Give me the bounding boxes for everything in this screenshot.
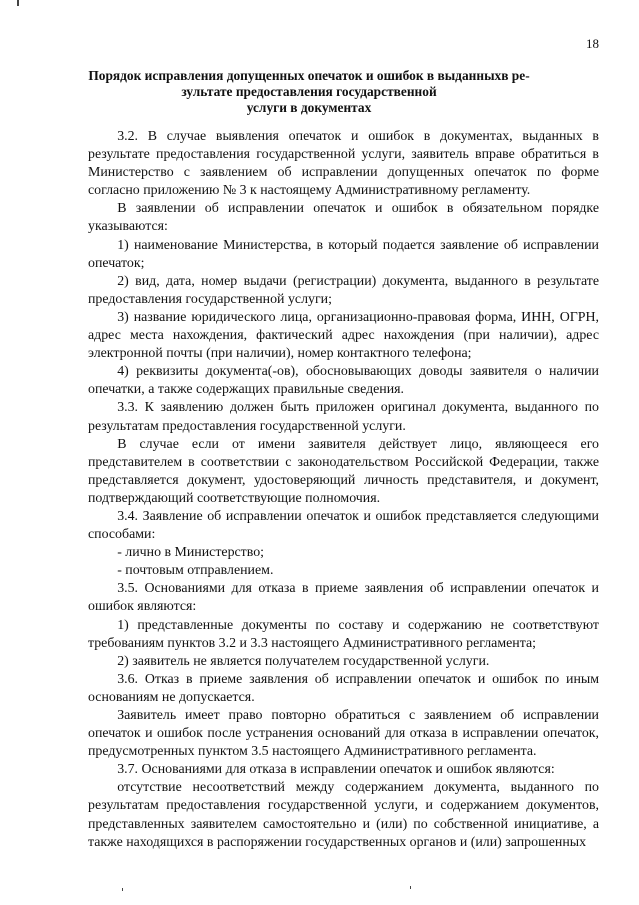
- paragraph-3-6: 3.6. Отказ в приеме заявления об исправлении опечаток и ошибок по иным основаниям не допускается.: [88, 671, 599, 705]
- submission-method-in-person: - лично в Министерство;: [117, 545, 265, 561]
- paragraph-reapply: Заявитель имеет право повторно обратиться с заявлением об исправлении опечаток и ошибок после устранения оснований для отказа в исправлении опечаток, предусмотренных пунктом 3.5 настоящего Административного регламента.: [88, 708, 599, 760]
- scan-mark-bottom-right: [410, 886, 411, 889]
- page-number: 18: [586, 36, 599, 51]
- heading-line-1: Порядок исправления допущенных опечаток и ошибок в выданныхв ре-: [88, 68, 530, 83]
- paragraph-3-7: 3.7. Основаниями для отказа в исправлении опечаток и ошибок являются:: [117, 762, 555, 778]
- paragraph-no-discrepancies: отсутствие несоответствий между содержанием документа, выданного по результатам предоставления государственной услуги, и содержанием документов, представленных заявителем самостоятельно и (или) по собственной инициативе, а также находящихся в распоряжении государственных органов и (или) запрошенных: [88, 780, 599, 850]
- paragraph-application-contents: В заявлении об исправлении опечаток и ошибок в обязательном порядке указываются:: [88, 201, 599, 235]
- list-item-2: 2) вид, дата, номер выдачи (регистрации) документа, выданного в результате предоставления государственной услуги;: [88, 273, 599, 307]
- paragraph-3-3: 3.3. К заявлению должен быть приложен оригинал документа, выданного по результатам предоставления государственной услуги.: [88, 400, 599, 434]
- heading-line-3: услуги в документах: [246, 100, 372, 115]
- document-body: [88, 128, 599, 852]
- heading-line-2: зультате предоставления государственной: [181, 84, 437, 99]
- scan-mark-top-left: [17, 0, 19, 6]
- refusal-reason-1: 1) представленные документы по составу и содержанию не соответствуют требованиям пунктов 3.2 и 3.3 настоящего Административного регламента;: [88, 617, 599, 651]
- paragraph-representative: В случае если от имени заявителя действует лицо, являющееся его представителем в соответствии с законодательством Российской Федерации, также представляется документ, удостоверяющий личность представителя, и документ, подтверждающий соответствующие полномочия.: [88, 436, 599, 506]
- section-heading: [88, 68, 530, 116]
- scan-mark-bottom-left: [122, 888, 123, 891]
- paragraph-3-5: 3.5. Основаниями для отказа в приеме заявления об исправлении опечаток и ошибок являются:: [88, 581, 599, 615]
- list-item-4: 4) реквизиты документа(-ов), обосновывающих доводы заявителя о наличии опечатки, а также содержащих правильные сведения.: [88, 364, 599, 398]
- list-item-1: 1) наименование Министерства, в который подается заявление об исправлении опечаток;: [88, 237, 599, 271]
- refusal-reason-2: 2) заявитель не является получателем государственной услуги.: [117, 653, 490, 669]
- list-item-3: 3) название юридического лица, организационно-правовая форма, ИНН, ОГРН, адрес места нахождения, фактический адрес нахождения (при наличии), адрес электронной почты (при наличии), номер контактного телефона;: [88, 309, 599, 362]
- submission-method-mail: - почтовым отправлением.: [117, 563, 274, 579]
- paragraph-3-4: 3.4. Заявление об исправлении опечаток и ошибок представляется следующими способами:: [88, 508, 599, 543]
- paragraph-3-2: 3.2. В случае выявления опечаток и ошибок в документах, выданных в результате предоставления государственной услуги, заявитель вправе обратиться в Министерство с заявлением об исправлении допущенных опечаток по форме согласно приложению № 3 к настоящему Административному регламенту.: [88, 129, 599, 199]
